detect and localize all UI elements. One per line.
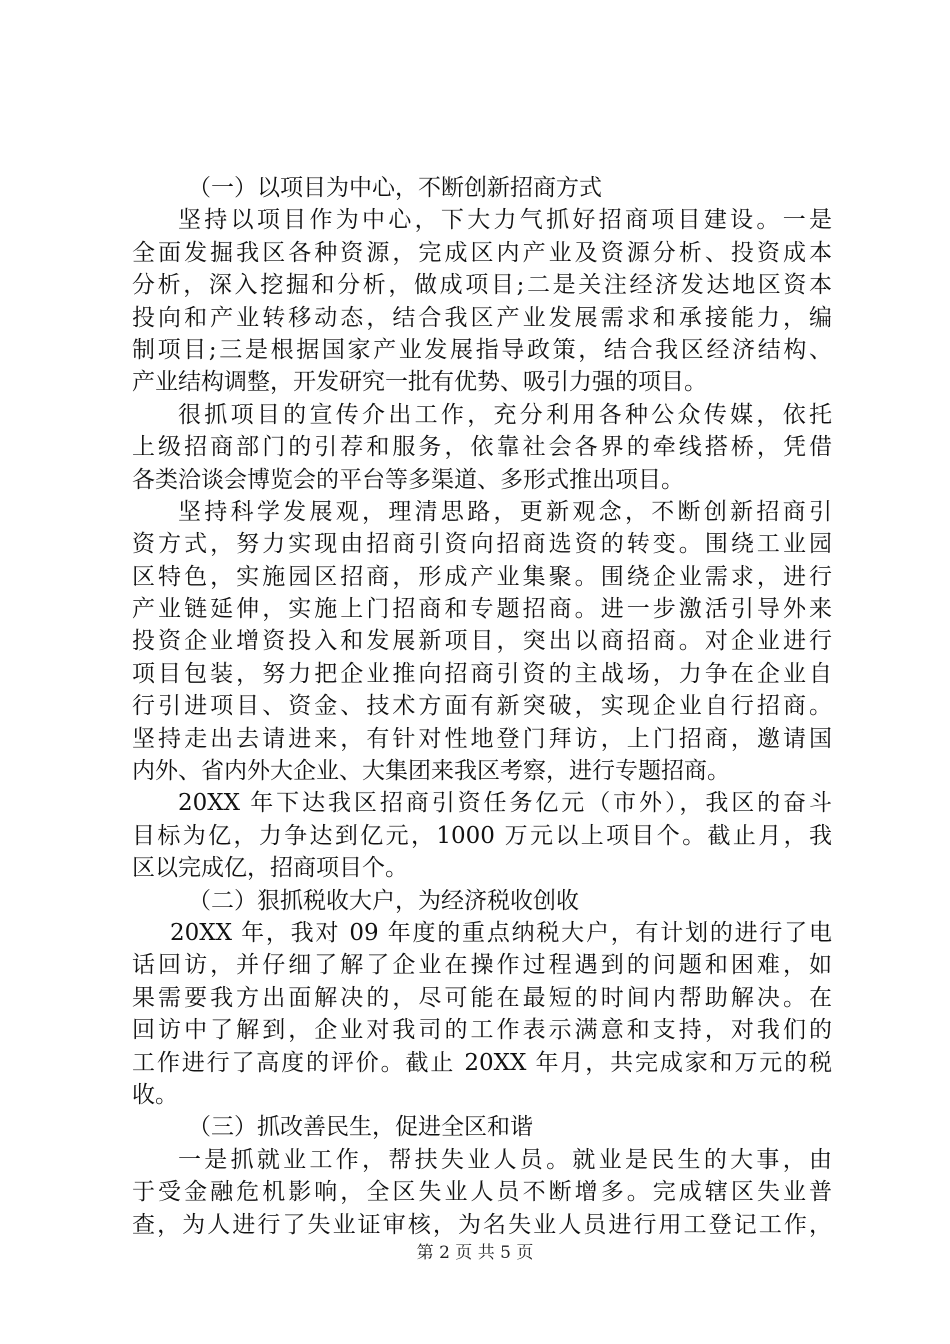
paragraph-line: 投向和产业转移动态，结合我区产业发展需求和承接能力，编 — [132, 304, 832, 331]
paragraph-line: 收。 — [132, 1081, 178, 1108]
paragraph-line: 查，为人进行了失业证审核，为名失业人员进行用工登记工作， — [132, 1211, 832, 1238]
paragraph-line: 工作进行了高度的评价。截止 20XX 年月，共完成家和万元的税 — [132, 1049, 832, 1076]
paragraph-line: 回访中了解到，企业对我司的工作表示满意和支持，对我们的 — [132, 1017, 832, 1044]
paragraph-line: 坚持科学发展观，理清思路，更新观念，不断创新招商引 — [178, 498, 832, 525]
paragraph-line: 区特色，实施园区招商，形成产业集聚。围绕企业需求，进行 — [132, 563, 832, 590]
document-body — [132, 172, 832, 1241]
paragraph-line: 各类洽谈会博览会的平台等多渠道、多形式推出项目。 — [132, 466, 684, 493]
paragraph-line: 20XX 年下达我区招商引资任务亿元（市外），我区的奋斗 — [178, 790, 832, 817]
paragraph-line: 分析，深入挖掘和分析，做成项目;二是关注经济发达地区资本 — [132, 272, 832, 299]
section-heading-3: （三）抓改善民生，促进全区和谐 — [188, 1114, 533, 1141]
paragraph-line: 果需要我方出面解决的，尽可能在最短的时间内帮助解决。在 — [132, 984, 832, 1011]
paragraph-line: 制项目;三是根据国家产业发展指导政策，结合我区经济结构、 — [132, 336, 832, 363]
paragraph-line: 20XX 年，我对 09 年度的重点纳税大户，有计划的进行了电 — [170, 919, 832, 946]
paragraph-line: 上级招商部门的引荐和服务，依靠社会各界的牵线搭桥，凭借 — [132, 434, 832, 461]
paragraph-line: 一是抓就业工作，帮扶失业人员。就业是民生的大事，由 — [178, 1146, 832, 1173]
paragraph-line: 全面发掘我区各种资源，完成区内产业及资源分析、投资成本 — [132, 239, 832, 266]
paragraph-line: 产业链延伸，实施上门招商和专题招商。进一步激活引导外来 — [132, 596, 832, 623]
section-heading-1: （一）以项目为中心，不断创新招商方式 — [188, 175, 602, 201]
paragraph-line: 产业结构调整，开发研究一批有优势、吸引力强的项目。 — [132, 369, 707, 396]
section-heading-2: （二）狠抓税收大户，为经济税收创收 — [188, 887, 579, 914]
paragraph-line: 话回访，并仔细了解了企业在操作过程遇到的问题和困难，如 — [132, 952, 832, 979]
paragraph-line: 坚持走出去请进来，有针对性地登门拜访，上门招商，邀请国 — [132, 725, 832, 752]
paragraph-line: 于受金融危机影响，全区失业人员不断增多。完成辖区失业普 — [132, 1179, 832, 1206]
paragraph-line: 行引进项目、资金、技术方面有新突破，实现企业自行招商。 — [132, 693, 832, 720]
paragraph-line: 区以完成亿，招商项目个。 — [132, 855, 408, 882]
paragraph-line: 很抓项目的宣传介出工作，充分利用各种公众传媒，依托 — [178, 401, 832, 428]
paragraph-line: 项目包装，努力把企业推向招商引资的主战场，力争在企业自 — [132, 660, 832, 687]
page-number-footer: 第 2 页 共 5 页 — [416, 1243, 534, 1263]
paragraph-line: 投资企业增资投入和发展新项目，突出以商招商。对企业进行 — [132, 628, 832, 655]
paragraph-line: 内外、省内外大企业、大集团来我区考察，进行专题招商。 — [132, 758, 730, 785]
paragraph-line: 目标为亿，力争达到亿元，1000 万元以上项目个。截止月，我 — [132, 822, 832, 849]
paragraph-line: 坚持以项目作为中心，下大力气抓好招商项目建设。一是 — [178, 207, 832, 234]
paragraph-line: 资方式，努力实现由招商引资向招商选资的转变。围绕工业园 — [132, 531, 832, 558]
